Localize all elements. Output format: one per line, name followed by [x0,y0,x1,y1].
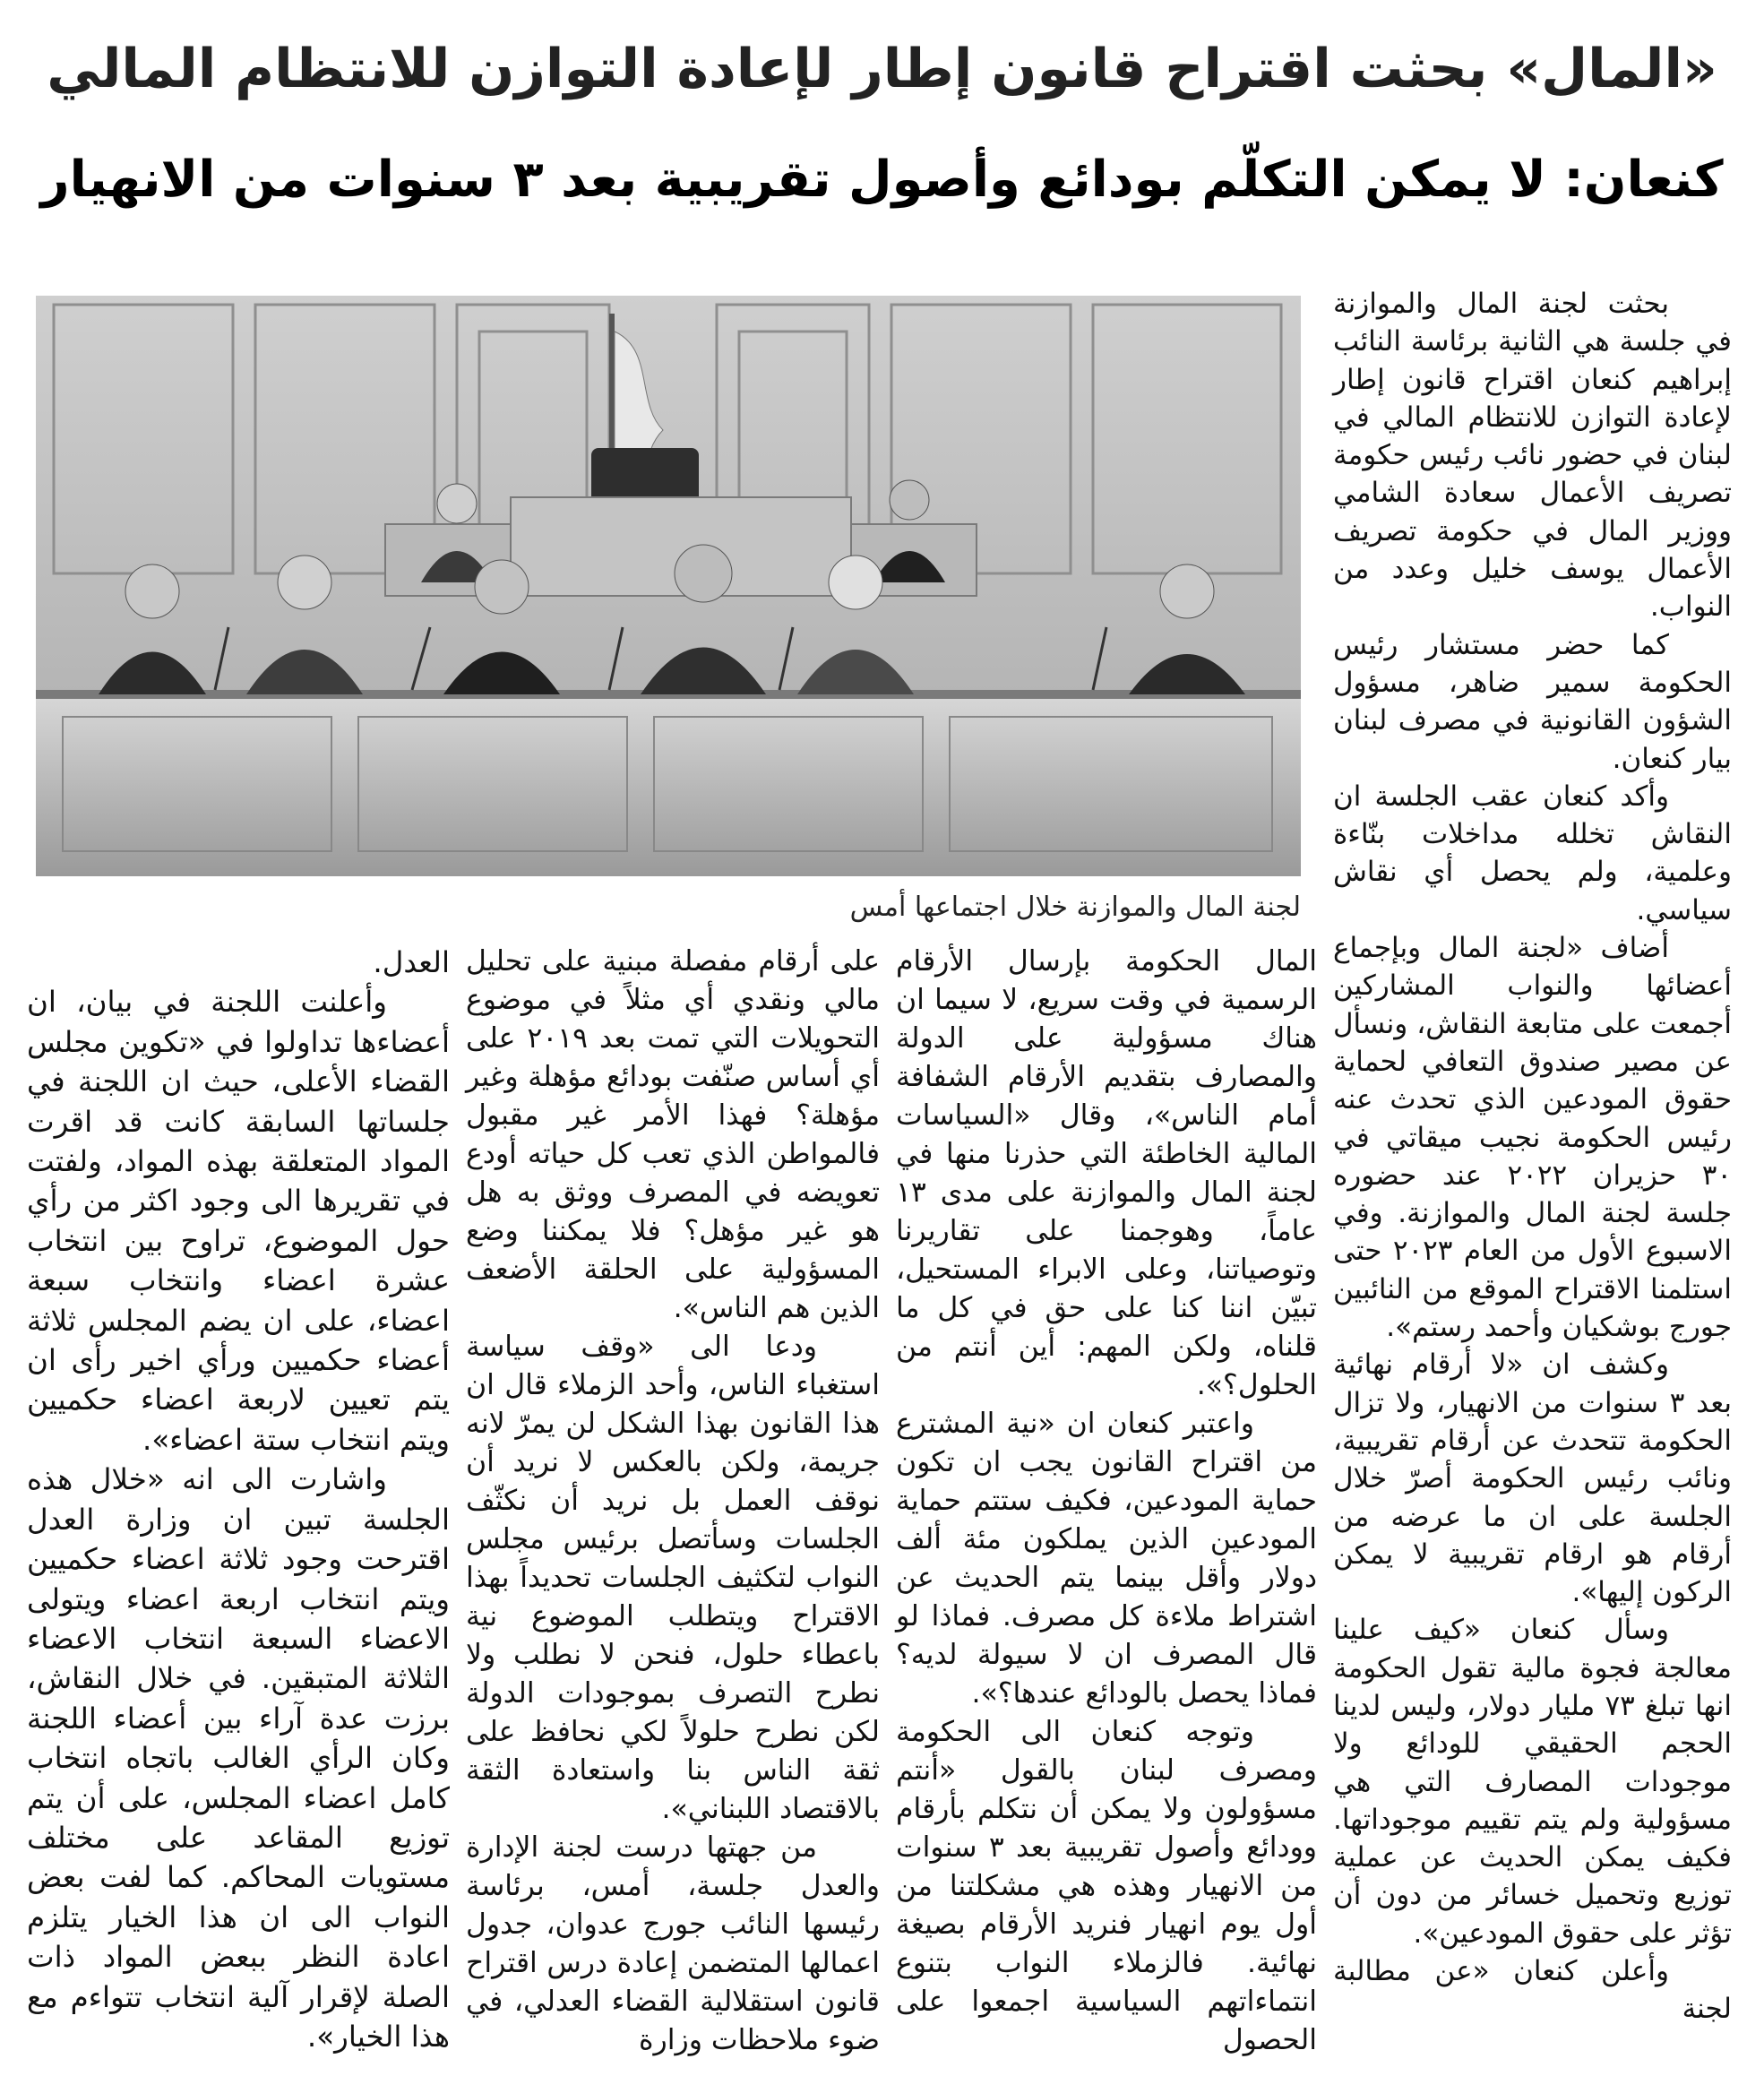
paragraph: وأعلنت اللجنة في بيان، ان أعضاءها تداولوا في «تكوين مجلس القضاء الأعلى، حيث ان اللجنة في جلساتها السابقة كانت قد اقرت المواد المتعلقة بهذه المواد، ولفتت في تقريرها الى وجود اكثر من رأي حول الموضوع، تراوح بين انتخاب عشرة اعضاء وانتخاب سبعة اعضاء، على ان يضم المجلس ثلاثة أعضاء حكميين ورأي اخير رأى ان يتم تعيين لاربعة اعضاء حكميين ويتم انتخاب ستة اعضاء». [27,985,450,1457]
article-title: كنعان: لا يمكن التكلّم بودائع وأصول تقريبية بعد ٣ سنوات من الانهيار [40,151,1724,209]
meeting-photo-illustration [36,296,1301,876]
paragraph: بحثت لجنة المال والموازنة في جلسة هي الثانية برئاسة النائب إبراهيم كنعان اقتراح قانون إطار لإعادة التوازن للانتظام المالي في لبنان في حضور نائب رئيس حكومة تصريف الأعمال سعادة الشامي ووزير المال في حكومة تصريف الأعمال يوسف خليل وعدد من النواب. [1333,288,1732,624]
article-column-1 [1333,285,1732,2029]
article-column-4 [27,943,450,2056]
paragraph: وأعلن كنعان «عن مطالبة لجنة [1333,1955,1732,2026]
paragraph: على أرقام مفصلة مبنية على تحليل مالي ونقدي أي مثلاً في موضوع التحويلات التي تمت بعد ٢٠١٩ على أي أساس صنّفت بودائع مؤهلة وغير مؤهلة؟ فهذا الأمر غير مقبول فالمواطن الذي تعب كل حياته أودع تعويضه في المصرف ووثق به هل هو غير مؤهل؟ فلا يمكننا وضع المسؤولية على الحلقة الأضعف الذين هم الناس». [466,945,880,1324]
paragraph: كما حضر مستشار رئيس الحكومة سمير ضاهر، مسؤول الشؤون القانونية في مصرف لبنان بيار كنعان. [1333,628,1732,775]
paragraph: وكشف ان «لا أرقام نهائية بعد ٣ سنوات من الانهيار، ولا تزال الحكومة تتحدث عن أرقام تقريبية، ونائب رئيس الحكومة أصرّ خلال الجلسة على ان ما عرضه من أرقام هو ارقام تقريبية لا يمكن الركون إليها». [1333,1348,1732,1609]
paragraph: واشارت الى انه «خلال هذه الجلسة تبين ان وزارة العدل اقترحت وجود ثلاثة اعضاء حكميين ويتم انتخاب اربعة اعضاء ويتولى الاعضاء السبعة انتخاب الاعضاء الثلاثة المتبقين. في خلال النقاش، برزت عدة آراء بين أعضاء اللجنة وكان الرأي الغالب باتجاه انتخاب كامل اعضاء المجلس، على أن يتم توزيع المقاعد على مختلف مستويات المحاكم. كما لفت بعض النواب الى ان هذا الخيار يتلزم اعادة النظر ببعض المواد ذات الصلة لإقرار آلية انتخاب تتواءم مع هذا الخيار». [27,1462,450,2054]
paragraph: وأكد كنعان عقب الجلسة ان النقاش تخلله مداخلات بنّاءة وعلمية، ولم يحصل أي نقاش سياسي. [1333,780,1732,926]
photo-caption: لجنة المال والموازنة خلال اجتماعها أمس [849,892,1301,923]
paragraph: واعتبر كنعان ان «نية المشترع من اقتراح القانون يجب ان تكون حماية المودعين، فكيف ستتم حماية المودعين الذين يملكون مئة ألف دولار وأقل بينما يتم الحديث عن اشتراط ملاءة كل مصرف. فماذا لو قال المصرف ان لا سيولة لديه؟ فماذا يحصل بالودائع عندها؟». [896,1408,1317,1710]
paragraph: من جهتها درست لجنة الإدارة والعدل جلسة، أمس، برئاسة رئيسها النائب جورج عدوان، جدول اعمالها المتضمن إعادة درس اقتراح قانون استقلالية القضاء العدلي، في ضوء ملاحظات وزارة [466,1831,880,2056]
paragraph: العدل. [373,945,450,979]
paragraph: ودعا الى «وقف سياسة استغباء الناس، وأحد الزملاء قال ان هذا القانون بهذا الشكل لن يمرّ لانه جريمة، ولكن بالعكس لا نريد أن نوقف العمل بل نريد أن نكثّف الجلسات وسأتصل برئيس مجلس النواب لتكثيف الجلسات تحديداً بهذا الاقتراح ويتطلب الموضوع نية باعطاء حلول، فنحن لا نطلب ولا نطرح التصرف بموجودات الدولة لكن نطرح حلولاً لكي نحافظ على ثقة الناس بنا واستعادة الثقة بالاقتصاد اللبناني». [466,1331,880,1825]
article-kicker: «المال» بحثت اقتراح قانون إطار لإعادة التوازن للانتظام المالي [47,38,1717,100]
article-column-2 [896,943,1317,2060]
paragraph: المال الحكومة بإرسال الأرقام الرسمية في وقت سريع، لا سيما ان هناك مسؤولية على الدولة والمصارف بتقديم الأرقام الشفافة أمام الناس»، وقال «السياسات المالية الخاطئة التي حذرنا منها في لجنة المال والموازنة على مدى ١٣ عاماً، وهوجمنا على تقاريرنا وتوصياتنا، وعلى الابراء المستحيل، تبيّن اننا كنا على حق في كل ما قلناه، ولكن المهم: أين أنتم من الحلول؟». [896,945,1317,1401]
paragraph: وسأل كنعان «كيف علينا معالجة فجوة مالية تقول الحكومة انها تبلغ ٧٣ مليار دولار، وليس لدينا الحجم الحقيقي للودائع ولا موجودات المصارف التي هي مسؤولية ولم يتم تقييم موجوداتها. فكيف يمكن الحديث عن عملية توزيع وتحميل خسائر من دون أن تؤثر على حقوق المودعين». [1333,1614,1733,1950]
paragraph: وتوجه كنعان الى الحكومة ومصرف لبنان بالقول «أنتم مسؤولون ولا يمكن أن نتكلم بأرقام وودائع وأصول تقريبية بعد ٣ سنوات من الانهيار وهذه هي مشكلتنا من أول يوم انهيار فنريد الأرقام بصيغة نهائية. فالزملاء النواب بتنوع انتماءاتهم السياسية اجمعوا على الحصول [896,1716,1318,2056]
paragraph: أضاف «لجنة المال وبإجماع أعضائها والنواب المشاركين أجمعت على متابعة النقاش، ونسأل عن مصير صندوق التعافي لحماية حقوق المودعين الذي تحدث عنه رئيس الحكومة نجيب ميقاتي في ٣٠ حزيران ٢٠٢٢ عند حضوره جلسة لجنة المال والموازنة. وفي الاسبوع الأول من العام ٢٠٢٣ حتى استلمنا الاقتراح الموقع من النائبين جورج بوشكيان وأحمد رستم». [1333,932,1732,1344]
article-column-3 [466,943,880,2060]
meeting-photo [36,296,1301,876]
